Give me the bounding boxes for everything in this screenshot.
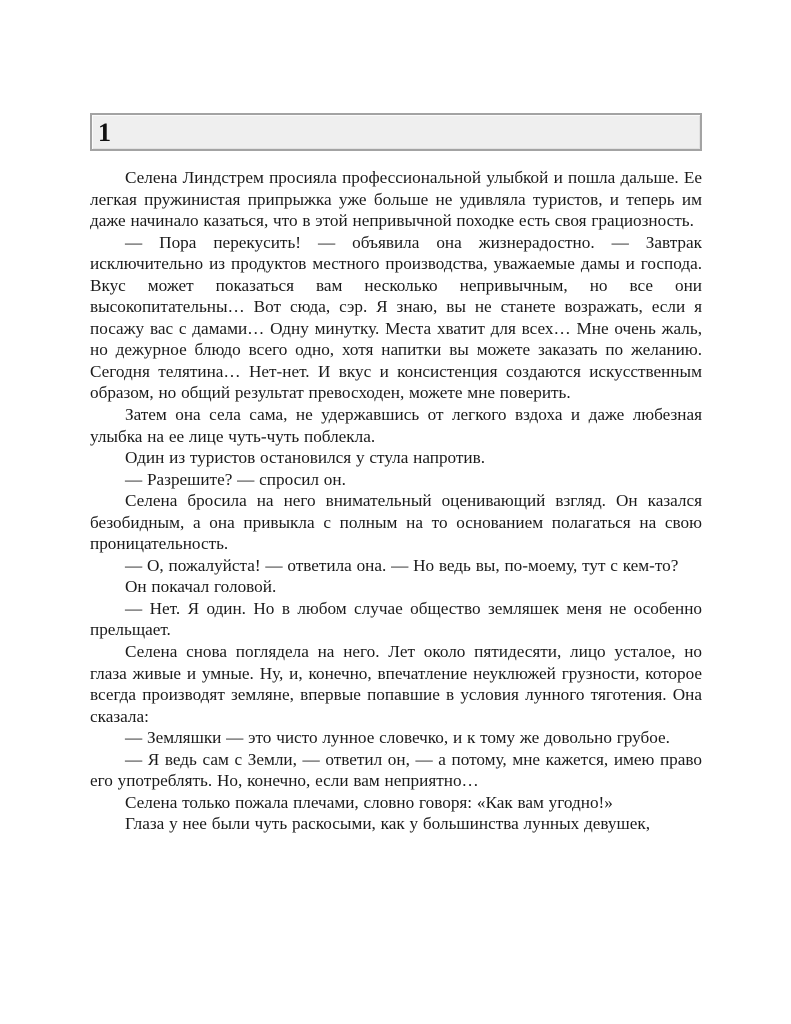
paragraph: Один из туристов остановился у стула напротив. xyxy=(125,448,486,468)
paragraph: Глаза у нее были чуть раскосыми, как у большинства лунных девушек, xyxy=(125,814,651,834)
paragraph: Селена бросила на него внимательный оценивающий взгляд. Он казался безобидным, а она привыкла с полным на то основанием полагаться на свою проницательность. xyxy=(90,491,702,554)
paragraph: — О, пожалуйста! — ответила она. — Но ведь вы, по-моему, тут с кем-то? xyxy=(125,555,679,575)
paragraph: Затем она села сама, не удержавшись от легкого вздоха и даже любезная улыбка на ее лице чуть-чуть поблекла. xyxy=(90,405,702,446)
paragraph: — Я ведь сам с Земли, — ответил он, — а потому, мне кажется, имею право его употреблять. Но, конечно, если вам неприятно… xyxy=(90,749,702,791)
paragraph: — Пора перекусить! — объявила она жизнерадостно. — Завтрак исключительно из продуктов местного производства, уважаемые дамы и господа. Вкус может показаться вам несколько непривычным, но все они высокопитательны… Вот сюда, сэр. Я знаю, вы не станете возражать, если я посажу вас с дамами… Одну минутку. Места хватит для всех… Мне очень жаль, но дежурное блюдо всего одно, хотя напитки вы можете заказать по желанию. Сегодня телятина… Нет-нет. И вкус и консистенция создаются искусственным образом, но общий результат превосходен, можете мне поверить. xyxy=(90,232,702,403)
chapter-header xyxy=(90,113,702,151)
body-text xyxy=(90,167,702,835)
paragraph: — Земляшки — это чисто лунное словечко, и к тому же довольно грубое. xyxy=(125,728,670,748)
paragraph: Селена только пожала плечами, словно говоря: «Как вам угодно!» xyxy=(125,792,613,812)
paragraph: Селена снова поглядела на него. Лет около пятидесяти, лицо усталое, но глаза живые и умные. Ну, и, конечно, впечатление неуклюжей грузности, которое всегда производят земляне, впервые попавшие в условия лунного тяготения. Она сказала: xyxy=(90,642,702,726)
chapter-number: 1 xyxy=(98,118,111,147)
paragraph: — Нет. Я один. Но в любом случае общество земляшек меня не особенно прельщает. xyxy=(90,598,702,640)
page-content xyxy=(90,113,702,835)
paragraph: Он покачал головой. xyxy=(125,577,277,597)
paragraph: — Разрешите? — спросил он. xyxy=(125,469,346,489)
paragraph: Селена Линдстрем просияла профессиональной улыбкой и пошла дальше. Ее легкая пружинистая припрыжка уже больше не удивляла туристов, и теперь им даже начинало казаться, что в этой непривычной походке есть своя грациозность. xyxy=(90,168,702,231)
